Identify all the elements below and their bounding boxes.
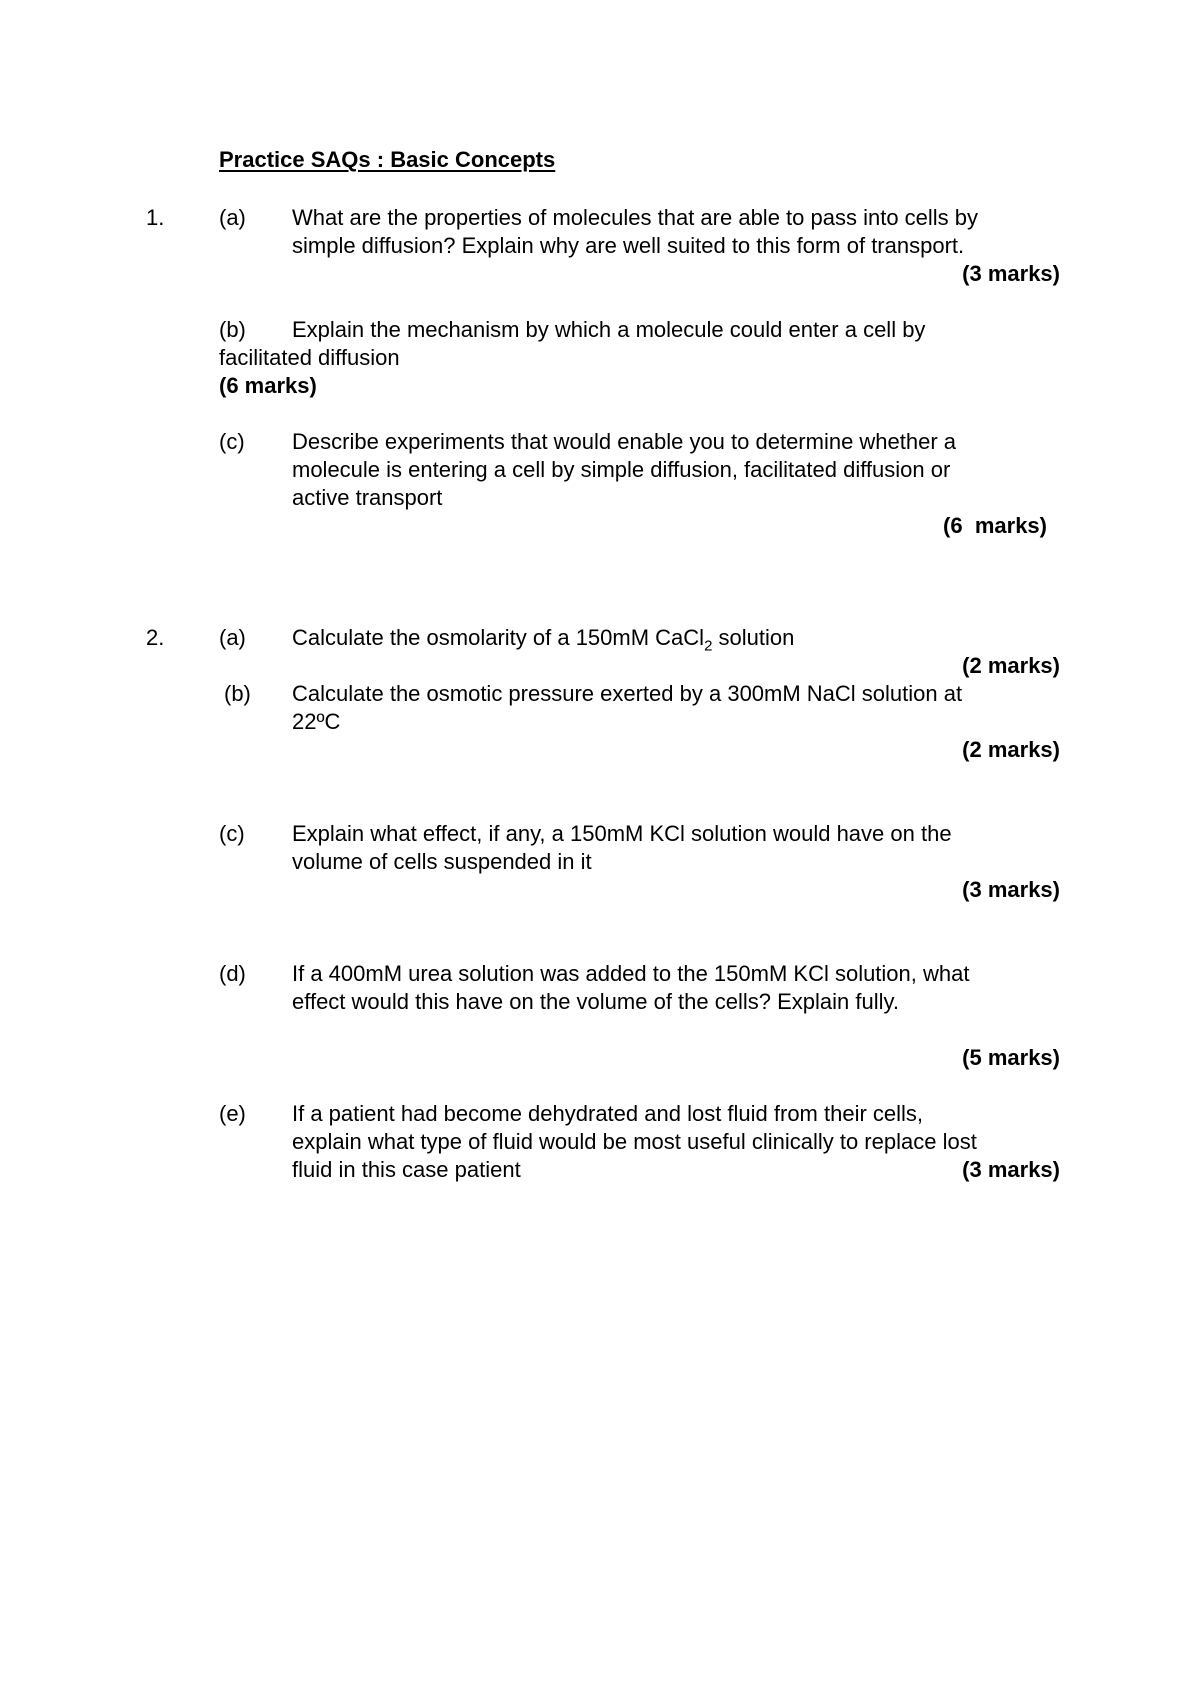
- question-1-number: 1.: [146, 205, 165, 230]
- question-2c-text-line-2: volume of cells suspended in it: [292, 849, 592, 874]
- question-1c-text-line-1: Describe experiments that would enable you to determine whether a: [292, 429, 957, 454]
- question-2d-text-line-2: effect would this have on the volume of the cells? Explain fully.: [292, 989, 899, 1014]
- question-1c-label: (c): [219, 429, 245, 454]
- question-2e-text-line-1: If a patient had become dehydrated and lost fluid from their cells,: [292, 1101, 924, 1126]
- question-1a-marks: (3 marks): [962, 261, 1060, 286]
- question-2e-text-line-3: fluid in this case patient: [292, 1157, 521, 1182]
- question-2b-marks: (2 marks): [962, 737, 1060, 762]
- question-2d-label: (d): [219, 961, 246, 986]
- question-2a-subscript: 2: [704, 637, 713, 655]
- question-1b-marks: (6 marks): [219, 373, 317, 398]
- question-1a-text-line-2: simple diffusion? Explain why are well suited to this form of transport.: [292, 233, 965, 258]
- question-1b-label: (b): [219, 317, 246, 342]
- question-2c-text-line-1: Explain what effect, if any, a 150mM KCl solution would have on the: [292, 821, 952, 846]
- question-1c-text-line-2: molecule is entering a cell by simple diffusion, facilitated diffusion or: [292, 457, 951, 482]
- question-2e-marks: (3 marks): [962, 1157, 1060, 1182]
- question-2e-text-line-2: explain what type of fluid would be most useful clinically to replace lost: [292, 1129, 977, 1154]
- question-2e-label: (e): [219, 1101, 246, 1126]
- question-2-number: 2.: [146, 625, 165, 650]
- question-1c-marks: (6 marks): [943, 513, 1047, 538]
- question-2d-marks: (5 marks): [962, 1045, 1060, 1070]
- question-2c-marks: (3 marks): [962, 877, 1060, 902]
- question-2b-text-line-2: 22ºC: [292, 709, 341, 734]
- question-2a-text-post: solution: [712, 625, 795, 650]
- question-2b-label: (b): [224, 681, 251, 706]
- question-2a-label: (a): [219, 625, 246, 650]
- question-1a-label: (a): [219, 205, 246, 230]
- question-2a-text: [292, 624, 795, 655]
- question-2b-text-line-1: Calculate the osmotic pressure exerted by a 300mM NaCl solution at: [292, 681, 963, 706]
- question-1c-text-line-3: active transport: [292, 485, 443, 510]
- question-2a-text-pre: Calculate the osmolarity of a 150mM CaCl: [292, 625, 705, 650]
- question-2d-text-line-1: If a 400mM urea solution was added to the 150mM KCl solution, what: [292, 961, 970, 986]
- question-1b-text-line-1: Explain the mechanism by which a molecule could enter a cell by: [292, 317, 926, 342]
- question-1b-text-line-2: facilitated diffusion: [219, 345, 400, 370]
- question-2c-label: (c): [219, 821, 245, 846]
- question-2a-marks: (2 marks): [962, 653, 1060, 678]
- page-title: Practice SAQs : Basic Concepts: [219, 147, 556, 172]
- question-1a-text-line-1: What are the properties of molecules that are able to pass into cells by: [292, 205, 979, 230]
